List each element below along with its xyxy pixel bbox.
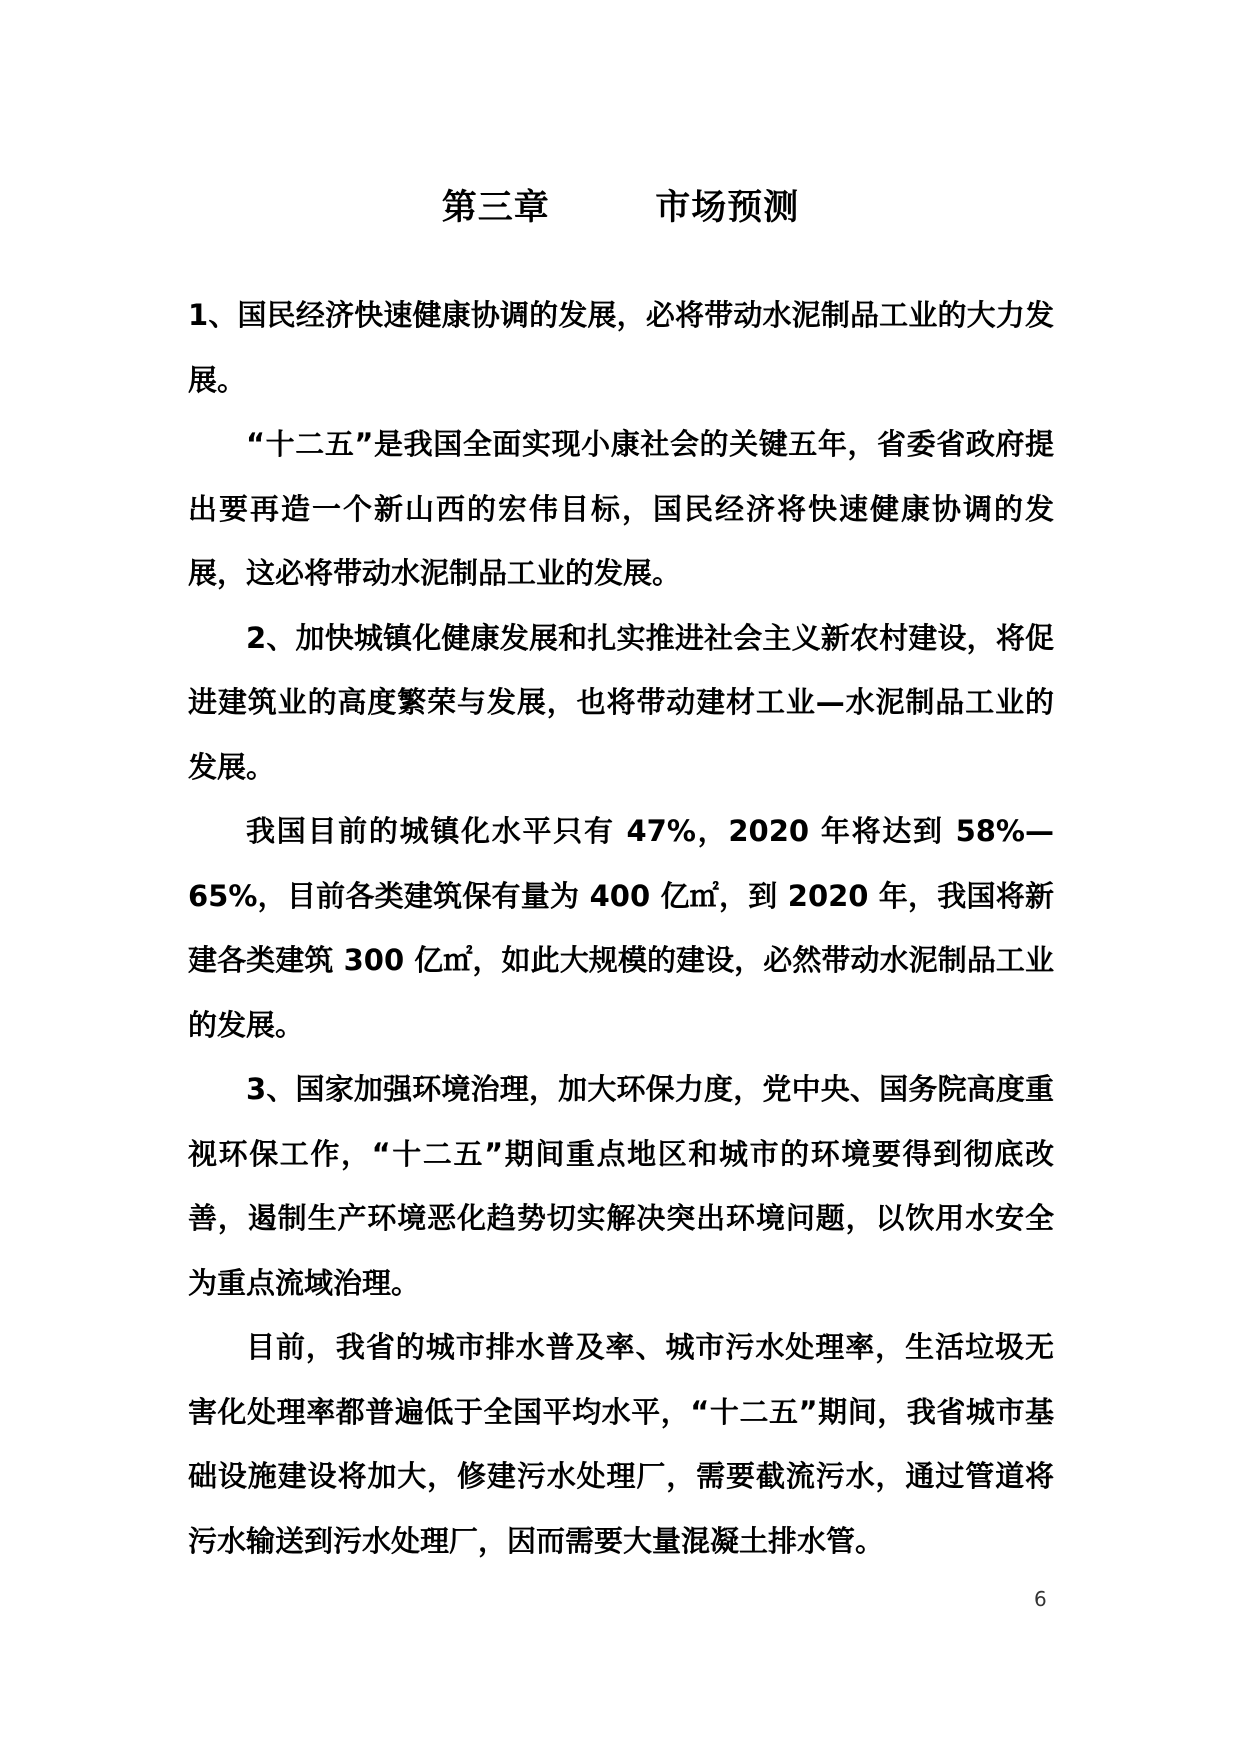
paragraph-1: 1、国民经济快速健康协调的发展，必将带动水泥制品工业的大力发展。 [188,298,1054,397]
paragraph-3: 2、加快城镇化健康发展和扎实推进社会主义新农村建设，将促进建筑业的高度繁荣与发展，也将带动建材工业—水泥制品工业的发展。 [188,620,1054,784]
paragraph-6: 目前，我省的城市排水普及率、城市污水处理率，生活垃圾无害化处理率都普遍低于全国平均水平，“十二五”期间，我省城市基础设施建设将加大，修建污水处理厂，需要截流污水，通过管道将污水输送到污水处理厂，因而需要大量混凝土排水管。 [188,1330,1054,1558]
chapter-title: 第三章 市场预测 [441,188,800,228]
page-number: 6 [1034,1587,1047,1611]
body-text [188,283,1054,1573]
paragraph-5: 3、国家加强环境治理，加大环保力度，党中央、国务院高度重视环保工作，“十二五”期间重点地区和城市的环境要得到彻底改善，遏制生产环境恶化趋势切实解决突出环境问题，以饮用水安全为重点流域治理。 [188,1072,1054,1300]
paragraph-4: 我国目前的城镇化水平只有 47%，2020 年将达到 58%—65%，目前各类建筑保有量为 400 亿㎡，到 2020 年，我国将新建各类建筑 300 亿㎡，如此大规模的建设，必然带动水泥制品工业的发展。 [188,814,1054,1042]
paragraph-2: “十二五”是我国全面实现小康社会的关键五年，省委省政府提出要再造一个新山西的宏伟目标，国民经济将快速健康协调的发展，这必将带动水泥制品工业的发展。 [188,427,1054,590]
